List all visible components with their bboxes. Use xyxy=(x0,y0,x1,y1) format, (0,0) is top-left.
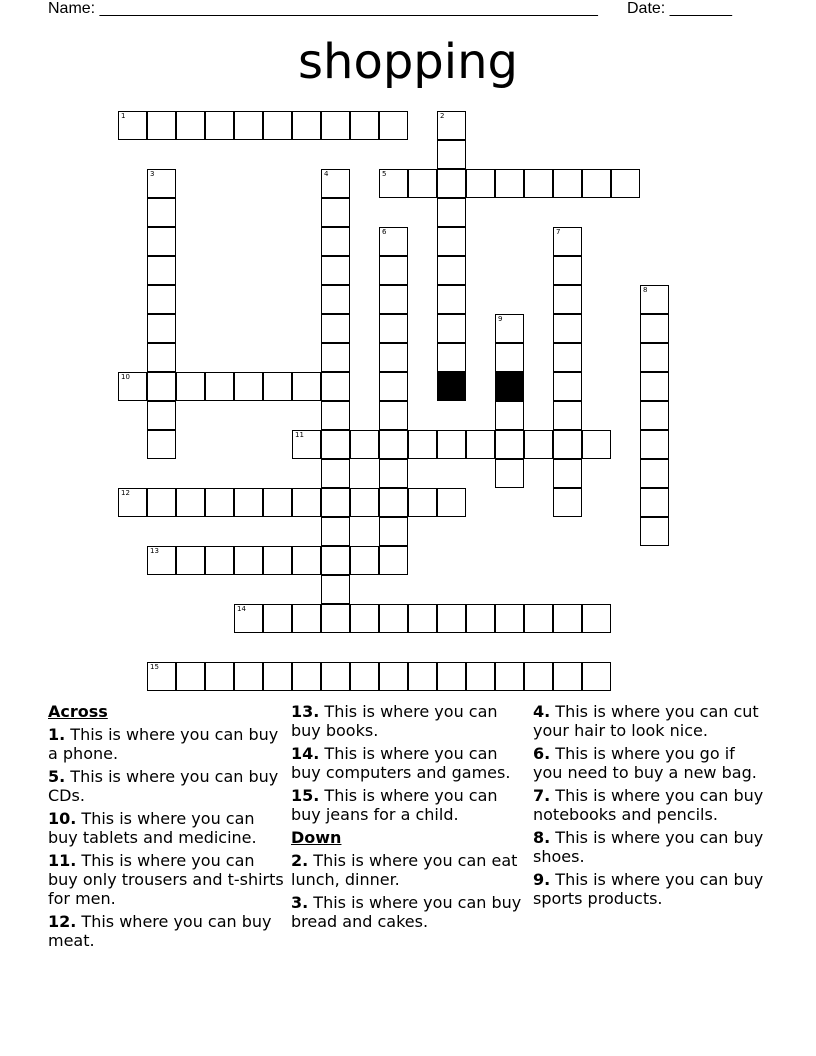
clue-across-12 xyxy=(48,912,284,950)
grid-cell[interactable] xyxy=(553,604,582,633)
clue-number-label: 8 xyxy=(643,286,648,294)
grid-cell[interactable] xyxy=(321,401,350,430)
clue-across-11 xyxy=(48,851,284,908)
clue-number: 3. xyxy=(291,893,309,912)
across-heading: Across xyxy=(48,702,108,721)
grid-cell[interactable] xyxy=(408,169,437,198)
grid-cell[interactable] xyxy=(379,111,408,140)
clue-across-1 xyxy=(48,725,284,763)
grid-cell[interactable] xyxy=(263,372,292,401)
grid-cell[interactable] xyxy=(553,401,582,430)
grid-cell[interactable] xyxy=(611,169,640,198)
grid-cell[interactable] xyxy=(176,546,205,575)
grid-cell[interactable] xyxy=(147,256,176,285)
date-field: Date: _______ xyxy=(627,0,732,17)
grid-cell[interactable] xyxy=(582,430,611,459)
grid-cell[interactable] xyxy=(147,314,176,343)
grid-cell[interactable] xyxy=(147,401,176,430)
grid-cell[interactable] xyxy=(321,546,350,575)
clue-text: This is where you can buy notebooks and pencils. xyxy=(533,786,764,824)
grid-cell[interactable] xyxy=(640,488,669,517)
grid-cell[interactable] xyxy=(495,662,524,691)
grid-cell[interactable] xyxy=(147,198,176,227)
clue-number: 6. xyxy=(533,744,551,763)
clue-down-8 xyxy=(533,828,769,866)
grid-cell[interactable] xyxy=(147,372,176,401)
clue-number: 1. xyxy=(48,725,66,744)
clue-number: 10. xyxy=(48,809,77,828)
grid-cell[interactable] xyxy=(437,227,466,256)
clue-number: 12. xyxy=(48,912,77,931)
grid-cell[interactable] xyxy=(495,343,524,372)
clue-text: This is where you can eat lunch, dinner. xyxy=(291,851,518,889)
clue-across-13 xyxy=(291,702,527,740)
grid-cell[interactable] xyxy=(582,169,611,198)
grid-cell[interactable] xyxy=(437,169,466,198)
grid-cell[interactable] xyxy=(640,430,669,459)
grid-cell[interactable] xyxy=(292,430,321,459)
grid-cell[interactable] xyxy=(553,372,582,401)
clue-number: 11. xyxy=(48,851,77,870)
grid-cell[interactable] xyxy=(524,604,553,633)
grid-cell[interactable] xyxy=(553,430,582,459)
grid-block xyxy=(495,372,524,401)
grid-cell[interactable] xyxy=(408,662,437,691)
grid-cell[interactable] xyxy=(118,372,147,401)
grid-cell[interactable] xyxy=(379,546,408,575)
grid-cell[interactable] xyxy=(321,575,350,604)
grid-cell[interactable] xyxy=(263,604,292,633)
grid-cell[interactable] xyxy=(321,111,350,140)
grid-cell[interactable] xyxy=(118,111,147,140)
clue-text: This is where you can buy books. xyxy=(291,702,498,740)
grid-cell[interactable] xyxy=(147,111,176,140)
clue-number-label: 7 xyxy=(556,228,561,236)
grid-cell[interactable] xyxy=(495,169,524,198)
clue-text: This is where you can buy CDs. xyxy=(48,767,279,805)
clue-text: This is where you can buy sports products. xyxy=(533,870,764,908)
grid-cell[interactable] xyxy=(495,430,524,459)
grid-cell[interactable] xyxy=(379,169,408,198)
clues-column-1 xyxy=(48,702,284,954)
grid-cell[interactable] xyxy=(553,662,582,691)
clue-down-6 xyxy=(533,744,769,782)
grid-cell[interactable] xyxy=(176,488,205,517)
grid-cell[interactable] xyxy=(321,517,350,546)
clues-column-3 xyxy=(533,702,769,912)
grid-cell[interactable] xyxy=(205,111,234,140)
grid-cell[interactable] xyxy=(437,488,466,517)
grid-cell[interactable] xyxy=(437,140,466,169)
grid-cell[interactable] xyxy=(321,198,350,227)
grid-cell[interactable] xyxy=(147,488,176,517)
grid-cell[interactable] xyxy=(147,227,176,256)
grid-cell[interactable] xyxy=(118,488,147,517)
grid-cell[interactable] xyxy=(640,372,669,401)
clue-number-label: 5 xyxy=(382,170,387,178)
grid-cell[interactable] xyxy=(321,314,350,343)
grid-cell[interactable] xyxy=(379,517,408,546)
clue-number-label: 6 xyxy=(382,228,387,236)
grid-cell[interactable] xyxy=(437,343,466,372)
grid-cell[interactable] xyxy=(437,430,466,459)
grid-cell[interactable] xyxy=(292,488,321,517)
grid-cell[interactable] xyxy=(321,343,350,372)
grid-cell[interactable] xyxy=(466,662,495,691)
grid-cell[interactable] xyxy=(350,546,379,575)
grid-cell[interactable] xyxy=(408,430,437,459)
grid-cell[interactable] xyxy=(176,662,205,691)
name-field: Name: ________________________________________________________ xyxy=(48,0,598,17)
grid-cell[interactable] xyxy=(234,662,263,691)
clue-number: 13. xyxy=(291,702,320,721)
grid-cell[interactable] xyxy=(379,662,408,691)
grid-cell[interactable] xyxy=(205,488,234,517)
grid-cell[interactable] xyxy=(437,198,466,227)
clue-number-label: 9 xyxy=(498,315,503,323)
grid-cell[interactable] xyxy=(466,169,495,198)
grid-cell[interactable] xyxy=(408,488,437,517)
grid-cell[interactable] xyxy=(350,604,379,633)
grid-cell[interactable] xyxy=(263,546,292,575)
grid-cell[interactable] xyxy=(234,488,263,517)
clue-number: 4. xyxy=(533,702,551,721)
grid-cell[interactable] xyxy=(321,459,350,488)
clue-number-label: 1 xyxy=(121,112,126,120)
clue-number: 2. xyxy=(291,851,309,870)
grid-cell[interactable] xyxy=(321,662,350,691)
grid-cell[interactable] xyxy=(582,604,611,633)
clue-number-label: 15 xyxy=(150,663,159,671)
grid-cell[interactable] xyxy=(263,662,292,691)
grid-cell[interactable] xyxy=(379,488,408,517)
grid-cell[interactable] xyxy=(640,314,669,343)
clue-number-label: 2 xyxy=(440,112,445,120)
grid-cell[interactable] xyxy=(147,343,176,372)
grid-cell[interactable] xyxy=(379,430,408,459)
clue-text: This where you can buy meat. xyxy=(48,912,272,950)
clue-number-label: 4 xyxy=(324,170,329,178)
clue-number: 8. xyxy=(533,828,551,847)
grid-cell[interactable] xyxy=(437,256,466,285)
grid-cell[interactable] xyxy=(205,546,234,575)
grid-cell[interactable] xyxy=(321,604,350,633)
clue-number-label: 11 xyxy=(295,431,304,439)
grid-cell[interactable] xyxy=(379,401,408,430)
grid-cell[interactable] xyxy=(263,111,292,140)
clue-down-3 xyxy=(291,893,527,931)
grid-cell[interactable] xyxy=(495,604,524,633)
grid-cell[interactable] xyxy=(466,430,495,459)
grid-block xyxy=(437,372,466,401)
clue-number-label: 13 xyxy=(150,547,159,555)
grid-cell[interactable] xyxy=(234,111,263,140)
clue-text: This is where you go if you need to buy a new bag. xyxy=(533,744,757,782)
grid-cell[interactable] xyxy=(379,227,408,256)
grid-cell[interactable] xyxy=(292,662,321,691)
grid-cell[interactable] xyxy=(524,169,553,198)
grid-cell[interactable] xyxy=(263,488,292,517)
grid-cell[interactable] xyxy=(553,285,582,314)
grid-cell[interactable] xyxy=(205,662,234,691)
clue-down-4 xyxy=(533,702,769,740)
clue-across-5 xyxy=(48,767,284,805)
grid-cell[interactable] xyxy=(524,662,553,691)
clue-number: 9. xyxy=(533,870,551,889)
grid-cell[interactable] xyxy=(176,111,205,140)
grid-cell[interactable] xyxy=(553,169,582,198)
grid-cell[interactable] xyxy=(437,662,466,691)
grid-cell[interactable] xyxy=(437,314,466,343)
grid-cell[interactable] xyxy=(350,111,379,140)
grid-cell[interactable] xyxy=(553,488,582,517)
clue-text: This is where you can buy tablets and medicine. xyxy=(48,809,257,847)
grid-cell[interactable] xyxy=(640,459,669,488)
grid-cell[interactable] xyxy=(379,256,408,285)
grid-cell[interactable] xyxy=(640,401,669,430)
clue-number-label: 3 xyxy=(150,170,155,178)
grid-cell[interactable] xyxy=(292,546,321,575)
clue-text: This is where you can buy jeans for a child. xyxy=(291,786,498,824)
grid-cell[interactable] xyxy=(321,372,350,401)
grid-cell[interactable] xyxy=(379,604,408,633)
clue-number: 15. xyxy=(291,786,320,805)
down-heading: Down xyxy=(291,828,342,847)
grid-cell[interactable] xyxy=(379,343,408,372)
grid-cell[interactable] xyxy=(379,459,408,488)
grid-cell[interactable] xyxy=(350,430,379,459)
clue-number-label: 12 xyxy=(121,489,130,497)
grid-cell[interactable] xyxy=(379,314,408,343)
grid-cell[interactable] xyxy=(292,604,321,633)
grid-cell[interactable] xyxy=(553,227,582,256)
grid-cell[interactable] xyxy=(553,314,582,343)
grid-cell[interactable] xyxy=(640,285,669,314)
grid-cell[interactable] xyxy=(582,662,611,691)
clue-down-2 xyxy=(291,851,527,889)
grid-cell[interactable] xyxy=(437,604,466,633)
clue-across-10 xyxy=(48,809,284,847)
clue-down-9 xyxy=(533,870,769,908)
grid-cell[interactable] xyxy=(379,372,408,401)
clue-number: 5. xyxy=(48,767,66,786)
clue-text: This is where you can buy a phone. xyxy=(48,725,279,763)
page-title: shopping xyxy=(298,34,518,90)
grid-cell[interactable] xyxy=(350,662,379,691)
grid-cell[interactable] xyxy=(350,488,379,517)
grid-cell[interactable] xyxy=(147,285,176,314)
clue-number: 14. xyxy=(291,744,320,763)
grid-cell[interactable] xyxy=(640,517,669,546)
clue-text: This is where you can cut your hair to look nice. xyxy=(533,702,759,740)
grid-cell[interactable] xyxy=(321,285,350,314)
grid-cell[interactable] xyxy=(292,111,321,140)
grid-cell[interactable] xyxy=(321,169,350,198)
grid-cell[interactable] xyxy=(147,546,176,575)
clue-across-14 xyxy=(291,744,527,782)
grid-cell[interactable] xyxy=(553,256,582,285)
clue-text: This is where you can buy bread and cakes. xyxy=(291,893,522,931)
grid-cell[interactable] xyxy=(176,372,205,401)
grid-cell[interactable] xyxy=(408,604,437,633)
grid-cell[interactable] xyxy=(437,285,466,314)
grid-cell[interactable] xyxy=(147,662,176,691)
grid-cell[interactable] xyxy=(379,285,408,314)
grid-cell[interactable] xyxy=(292,372,321,401)
grid-cell[interactable] xyxy=(553,343,582,372)
grid-cell[interactable] xyxy=(495,401,524,430)
clue-across-15 xyxy=(291,786,527,824)
clue-number-label: 10 xyxy=(121,373,130,381)
grid-cell[interactable] xyxy=(234,604,263,633)
clue-number: 7. xyxy=(533,786,551,805)
clue-text: This is where you can buy only trousers and t-shirts for men. xyxy=(48,851,284,908)
grid-cell[interactable] xyxy=(321,227,350,256)
grid-cell[interactable] xyxy=(553,459,582,488)
clues-column-2 xyxy=(291,702,527,935)
grid-cell[interactable] xyxy=(495,459,524,488)
clue-down-7 xyxy=(533,786,769,824)
grid-cell[interactable] xyxy=(495,314,524,343)
grid-cell[interactable] xyxy=(321,430,350,459)
grid-cell[interactable] xyxy=(640,343,669,372)
grid-cell[interactable] xyxy=(147,169,176,198)
grid-cell[interactable] xyxy=(524,430,553,459)
grid-cell[interactable] xyxy=(437,111,466,140)
grid-cell[interactable] xyxy=(466,604,495,633)
grid-cell[interactable] xyxy=(321,256,350,285)
grid-cell[interactable] xyxy=(321,488,350,517)
grid-cell[interactable] xyxy=(205,372,234,401)
clue-text: This is where you can buy shoes. xyxy=(533,828,764,866)
clue-number-label: 14 xyxy=(237,605,246,613)
grid-cell[interactable] xyxy=(234,546,263,575)
clue-text: This is where you can buy computers and games. xyxy=(291,744,511,782)
grid-cell[interactable] xyxy=(234,372,263,401)
grid-cell[interactable] xyxy=(147,430,176,459)
